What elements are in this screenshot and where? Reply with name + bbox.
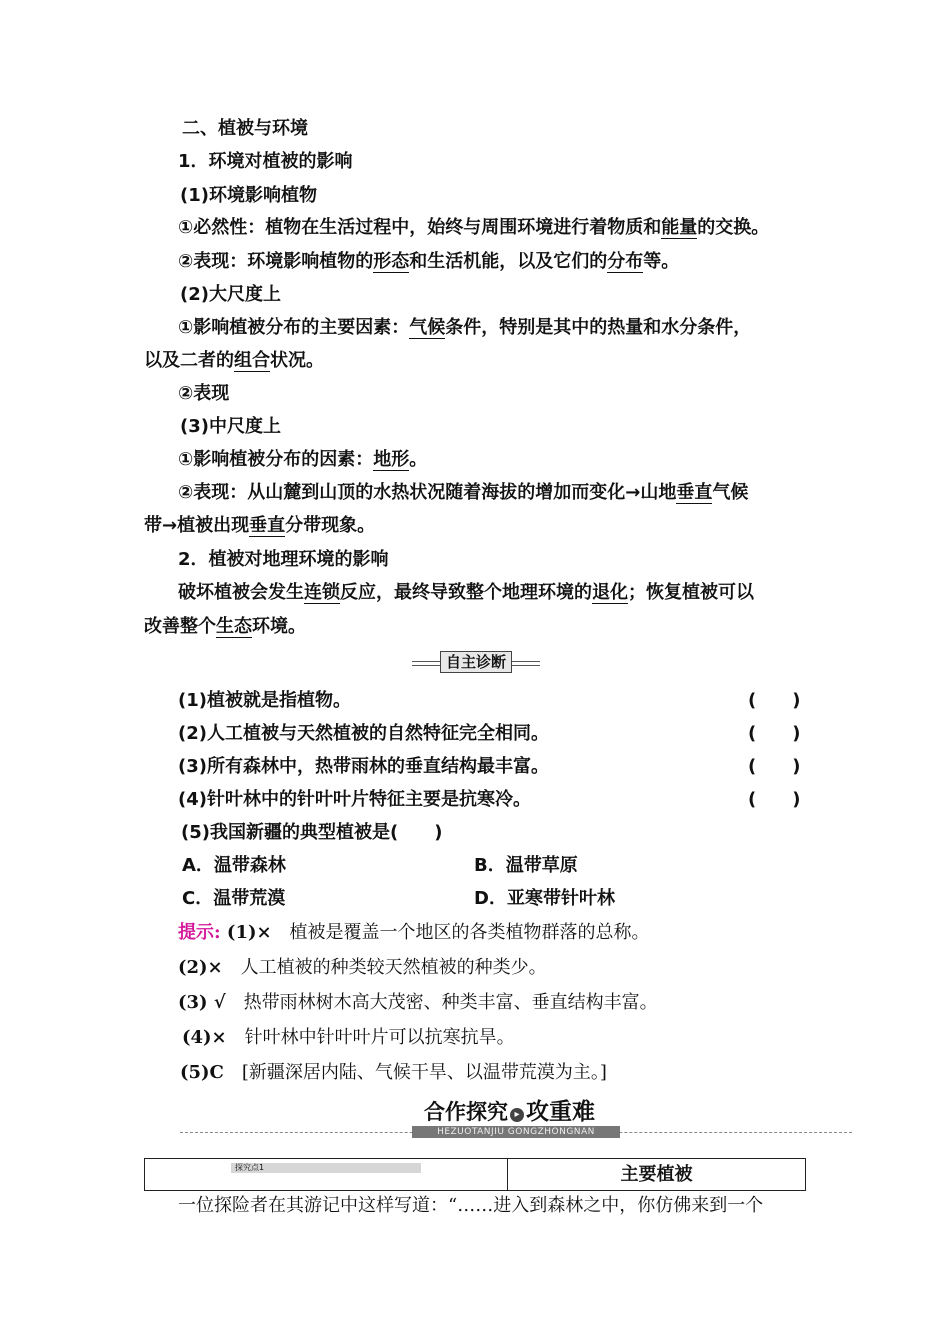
inquiry-point-tag: 探究点1 [231,1163,421,1173]
blank-answer: 组合 [234,350,270,371]
para-manifestation: ②表现：环境影响植物的形态和生活机能，以及它们的分布等。 [178,251,680,272]
blank-answer: 气候 [409,317,446,338]
answer-paren-4: ( ) [748,789,801,810]
cooperative-inquiry-header [180,1096,852,1142]
blank-answer: 形态 [373,251,410,272]
para-vegetation-effect-2: 改善整个生态环境。 [144,616,306,637]
answer-paren-1: ( ) [748,690,801,711]
answer-paren-3: ( ) [748,756,801,777]
para-mid-scale-1: ①影响植被分布的因素：地形。 [178,449,428,470]
question-5: (5)我国新疆的典型植被是( ) [181,822,443,843]
hint-label: 提示: [178,922,221,943]
blank-answer: 垂直 [676,482,713,503]
section-title: 二、植被与环境 [182,118,308,139]
heading-1: 1．环境对植被的影响 [178,151,353,172]
blank-answer: 能量 [661,217,698,238]
section-header-subtitle: HEZUOTANJIU GONGZHONGNAN [412,1126,620,1138]
subheading-2: (2)大尺度上 [180,284,281,305]
para-mid-scale-3: 带→植被出现垂直分带现象。 [144,515,376,536]
banner-label: 自主诊断 [440,651,512,673]
inquiry-table [144,1158,806,1191]
heading-2: 2．植被对地理环境的影响 [178,549,389,570]
hint-4: (4)× 针叶林中针叶叶片可以抗寒抗旱。 [182,1027,515,1048]
section-header-title: 合作探究 ▸ 攻重难 [424,1099,595,1125]
para-large-scale-1: ①影响植被分布的主要因素：气候条件，特别是其中的热量和水分条件， [178,317,752,338]
story-line: 一位探险者在其游记中这样写道：“……进入到森林之中，你仿佛来到一个 [178,1195,764,1216]
blank-answer: 退化 [592,582,628,603]
question-2: (2)人工植被与天然植被的自然特征完全相同。 [178,723,549,744]
arrow-icon: ▸ [510,1108,524,1122]
question-4: (4)针叶林中的针叶叶片特征主要是抗寒冷。 [178,789,531,810]
para-vegetation-effect-1: 破坏植被会发生连锁反应，最终导致整个地理环境的退化；恢复植被可以 [178,582,754,603]
para-mid-scale-2: ②表现：从山麓到山顶的水热状况随着海拔的增加而变化→山地垂直气候 [178,482,749,503]
answer-paren-2: ( ) [748,723,801,744]
para-large-scale-2: 以及二者的组合状况。 [144,350,324,371]
hint-2: (2)× 人工植被的种类较天然植被的种类少。 [178,957,547,978]
question-1: (1)植被就是指植物。 [178,690,351,711]
para-necessity: ①必然性：植物在生活过程中，始终与周围环境进行着物质和能量的交换。 [178,217,770,238]
table-header-main-vegetation: 主要植被 [620,1164,693,1185]
blank-answer: 生态 [216,616,252,637]
self-diagnosis-banner [412,651,540,673]
subheading-3: (3)中尺度上 [180,416,281,437]
para-manifestation-2: ②表现 [178,383,230,404]
blank-answer: 垂直 [249,515,286,536]
option-a: A．温带森林 [182,855,286,876]
option-b: B．温带草原 [474,855,578,876]
subheading-1: (1)环境影响植物 [180,185,317,206]
hint-1: 提示: (1)× 植被是覆盖一个地区的各类植物群落的总称。 [178,922,650,943]
option-c: C．温带荒漠 [182,888,286,909]
blank-answer: 地形 [373,449,410,470]
hint-5: (5)C [新疆深居内陆、气候干旱、以温带荒漠为主。] [180,1062,607,1083]
question-3: (3)所有森林中，热带雨林的垂直结构最丰富。 [178,756,549,777]
option-d: D．亚寒带针叶林 [474,888,615,909]
blank-answer: 分布 [607,251,644,272]
hint-3: (3) √ 热带雨林树木高大茂密、种类丰富、垂直结构丰富。 [178,992,658,1013]
blank-answer: 连锁 [304,582,340,603]
